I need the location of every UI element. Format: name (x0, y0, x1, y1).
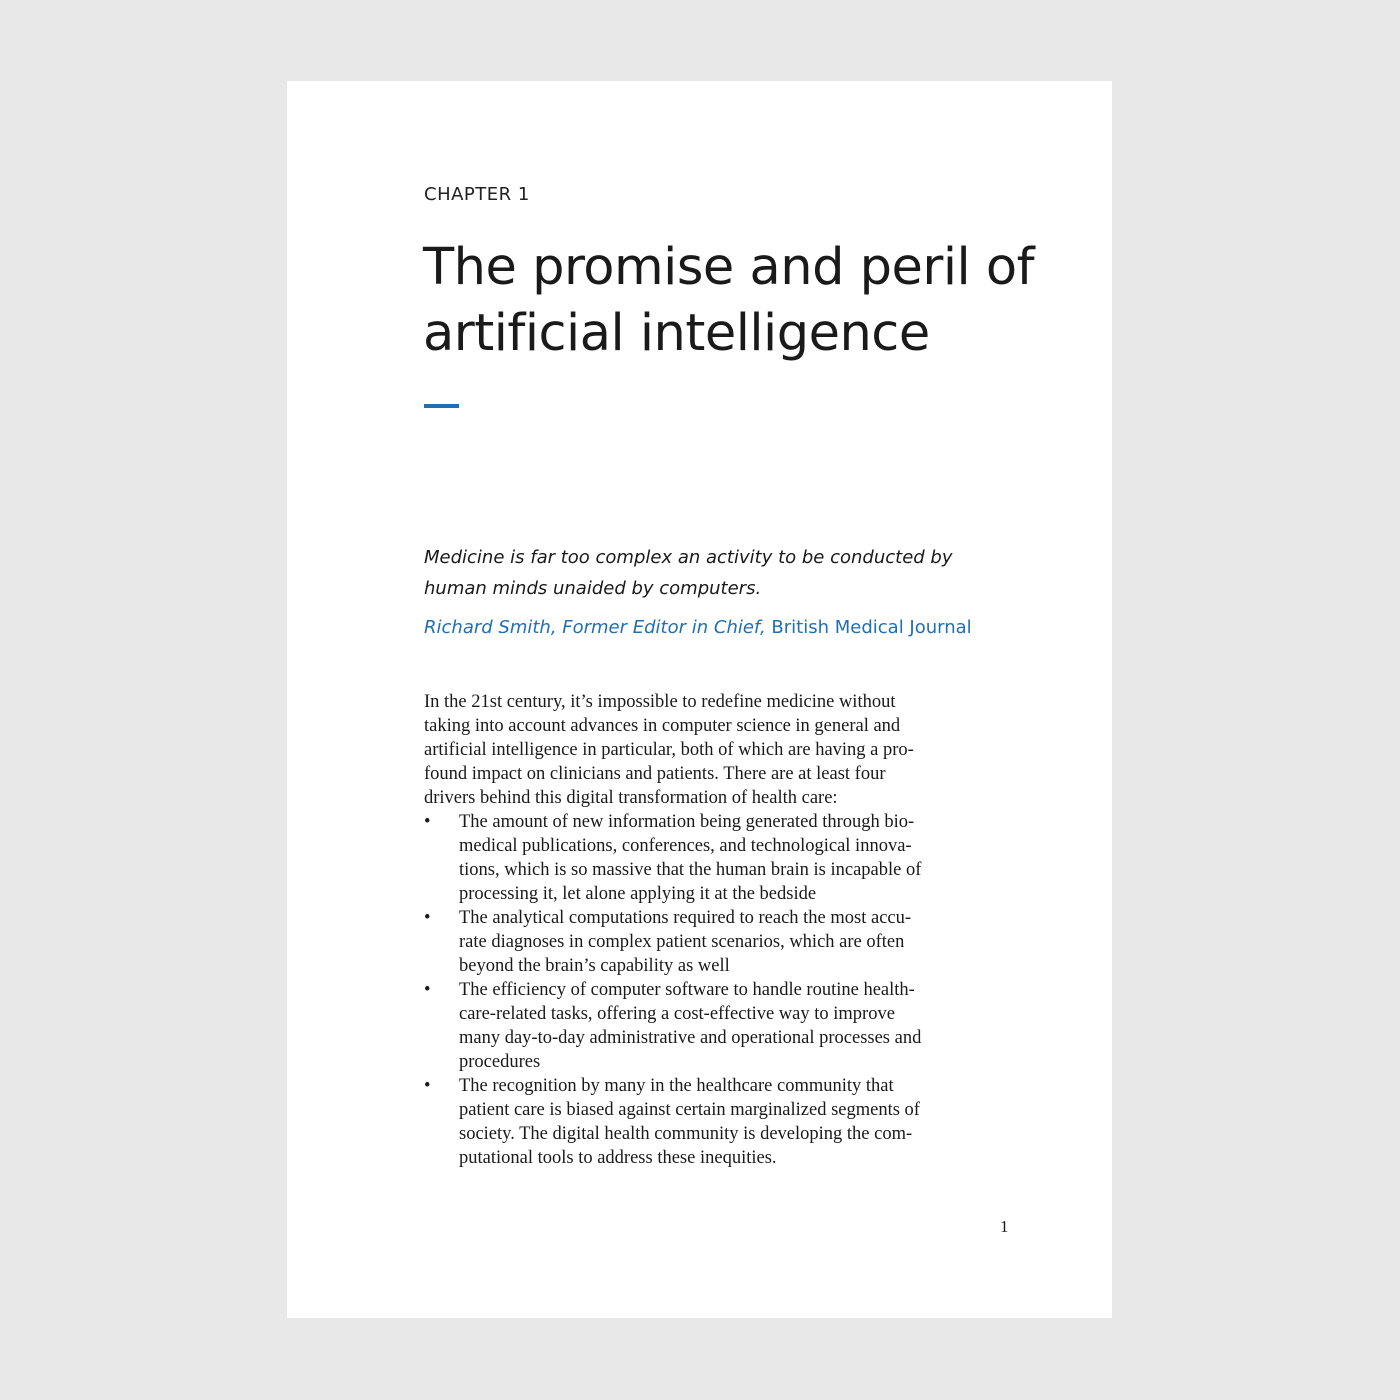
list-item-line: society. The digital health community is developing the com- (459, 1124, 913, 1144)
page-number: 1 (1000, 1217, 1009, 1236)
list-item-line: putational tools to address these inequities. (459, 1148, 777, 1168)
chapter-label: CHAPTER 1 (424, 184, 530, 205)
bullet-icon: • (424, 812, 431, 832)
list-item-line: procedures (459, 1052, 541, 1072)
list-item (424, 978, 1009, 1074)
list-item-line: The amount of new information being generated through bio- (459, 812, 915, 832)
chapter-title (423, 235, 1063, 367)
list-item-line: care-related tasks, offering a cost-effective way to improve (459, 1004, 895, 1024)
intro-line: In the 21st century, it’s impossible to redefine medicine without (424, 692, 896, 712)
list-item-line: The analytical computations required to reach the most accu- (459, 908, 912, 928)
attribution-author: Richard Smith, Former Editor in Chief, (424, 617, 766, 638)
intro-line: found impact on clinicians and patients. There are at least four (424, 764, 886, 784)
epigraph-quote-line-1: Medicine is far too complex an activity to be conducted by (424, 547, 953, 568)
list-item-line: The recognition by many in the healthcare community that (459, 1076, 894, 1096)
bullet-icon: • (424, 908, 431, 928)
title-accent-rule (424, 404, 459, 408)
attribution-source: British Medical Journal (771, 617, 972, 638)
drivers-bullet-list (424, 810, 1009, 1170)
list-item-line: many day-to-day administrative and operational processes and (459, 1028, 922, 1048)
epigraph-quote (424, 542, 984, 604)
bullet-icon: • (424, 980, 431, 1000)
bullet-icon: • (424, 1076, 431, 1096)
list-item (424, 906, 1009, 978)
list-item (424, 810, 1009, 906)
body-text (424, 690, 1009, 1170)
intro-line: taking into account advances in computer science in general and (424, 716, 901, 736)
list-item-line: patient care is biased against certain marginalized segments of (459, 1100, 920, 1120)
chapter-title-line-1: The promise and peril of (423, 238, 1035, 297)
epigraph-quote-line-2: human minds unaided by computers. (424, 578, 762, 599)
intro-paragraph (424, 690, 1009, 810)
epigraph-attribution (424, 617, 972, 638)
list-item-line: medical publications, conferences, and technological innova- (459, 836, 912, 856)
book-page (287, 81, 1112, 1318)
list-item-line: The efficiency of computer software to handle routine health- (459, 980, 915, 1000)
intro-line: drivers behind this digital transformation of health care: (424, 788, 838, 808)
list-item-line: tions, which is so massive that the human brain is incapable of (459, 860, 922, 880)
list-item-line: processing it, let alone applying it at the bedside (459, 884, 817, 904)
chapter-title-line-2: artificial intelligence (423, 304, 930, 363)
list-item-line: rate diagnoses in complex patient scenarios, which are often (459, 932, 905, 952)
list-item-line: beyond the brain’s capability as well (459, 956, 730, 976)
list-item (424, 1074, 1009, 1170)
intro-line: artificial intelligence in particular, both of which are having a pro- (424, 740, 914, 760)
